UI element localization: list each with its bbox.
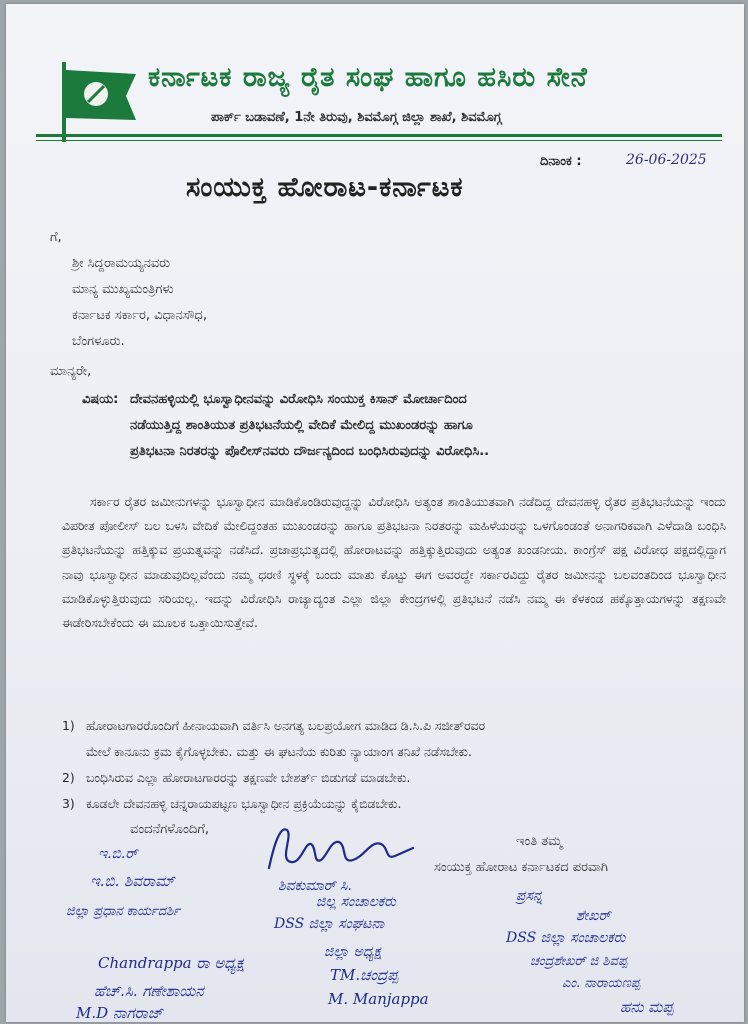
addressee-to: ಗೆ, xyxy=(50,230,62,245)
letter-page xyxy=(6,4,744,1022)
addressee-city: ಬೆಂಗಳೂರು. xyxy=(72,334,125,349)
date-label: ದಿನಾಂಕ : xyxy=(540,154,582,169)
handwritten-left-5: ಹೆಚ್.ಸಿ. ಗಣೇಶಾಯನ xyxy=(94,982,204,1000)
salutation: ಮಾನ್ಯರೇ, xyxy=(50,364,92,379)
handwritten-right-1: ಪ್ರಸನ್ನ xyxy=(516,888,543,904)
demand-3-line-1: ಕೂಡಲೇ ದೇವನಹಳ್ಳಿ ಚನ್ನರಾಯಪಟ್ಟಣ ಭೂಸ್ವಾಧೀನ ಪ್ರಕ್ರಿಯೆಯನ್ನು ಕೈಬಿಡಬೇಕು. xyxy=(86,796,402,811)
handwritten-middle-6: M. Manjappa xyxy=(328,990,429,1008)
handwritten-left-3: ಜಿಲ್ಲಾ ಪ್ರಧಾನ ಕಾರ್ಯದರ್ಶಿ xyxy=(66,904,181,919)
addressee-name: ಶ್ರೀ ಸಿದ್ದರಾಮಯ್ಯನವರು xyxy=(72,256,171,271)
closing-greeting: ವಂದನೆಗಳೊಂದಿಗೆ, xyxy=(130,822,209,837)
handwritten-middle-3: DSS ಜಿಲ್ಲಾ ಸಂಘಟನಾ xyxy=(274,916,385,932)
org-name: ಕರ್ನಾಟಕ ರಾಜ್ಯ ರೈತ ಸಂಘ ಹಾಗೂ ಹಸಿರು ಸೇನೆ xyxy=(148,62,588,93)
subject-line-1: ದೇವನಹಳ್ಳಿಯಲ್ಲಿ ಭೂಸ್ವಾಧೀನವನ್ನು ವಿರೋಧಿಸಿ ಸಂಯುಕ್ತ ಕಿಸಾನ್ ಮೋರ್ಚಾದಿಂದ xyxy=(130,392,467,407)
subject-label: ವಿಷಯ: xyxy=(82,392,119,407)
handwritten-left-2: ಇ.ಬಿ. ಶಿವರಾಮ್ xyxy=(90,872,175,890)
date-value: 26-06-2025 xyxy=(626,152,707,168)
body-paragraph: ಸರ್ಕಾರ ರೈತರ ಜಮೀನುಗಳನ್ನು ಭೂಸ್ವಾಧೀನ ಮಾಡಿಕೊಂಡಿರುವುದ್ದನ್ನು ವಿರೋಧಿಸಿ ಅತ್ಯಂತ ಶಾಂತಿಯುತವಾಗಿ ನಡೆದಿದ್ದ ದೇವನಹಳ್ಳಿ ರೈತರ ಪ್ರತಿಭಟನೆಯನ್ನು ಇಂದು ವಿಪರೀತ ಪೋಲೀಸ್ ಬಲ ಬಳಸಿ ವೇದಿಕೆ ಮೇಲಿದ್ದಂತಹ ಮುಖಂಡರನ್ನು ಹಾಗೂ ಪ್ರತಿಭಟನಾ ನಿರತರನ್ನು ಮಹಿಳೆಯರನ್ನು ಒಳಗೊಂಡಂತೆ ಅನಾಗರಿಕವಾಗಿ ಎಳೆದಾಡಿ ಬಂಧಿಸಿ ಪ್ರತಿಭಟನೆಯನ್ನು ಹತ್ತಿಕ್ಕುವ ಪ್ರಯತ್ನವನ್ನು ನಡೆಸಿದೆ. ಪ್ರಜಾಪ್ರಭುತ್ವದಲ್ಲಿ ಹೋರಾಟವನ್ನು ಹತ್ತಿಕ್ಕುತ್ತಿರುವುದು ಅತ್ಯಂತ ಖಂಡನೀಯ. ಕಾಂಗ್ರೆಸ್ ಪಕ್ಷ ವಿರೋಧ ಪಕ್ಷದಲ್ಲಿದ್ದಾಗ ನಾವು ಭೂಸ್ವಾಧೀನ ಮಾಡುವುದಿಲ್ಲವೆಂದು ನಮ್ಮ ಧರಣಿ ಸ್ಥಳಕ್ಕೆ ಬಂದು ಮಾತು ಕೊಟ್ಟು ಈಗ ಅವರದ್ದೇ ಸರ್ಕಾರವಿದ್ದು ರೈತರ ಜಮೀನನ್ನು ಬಲವಂತದಿಂದ ಭೂಸ್ವಾಧೀನ ಮಾಡಿಕೊಳ್ಳುತ್ತಿರುವುದು ಸರಿಯಲ್ಲ. ಇದನ್ನು ವಿರೋಧಿಸಿ ರಾಜ್ಯಾದ್ಯಂತ ಎಲ್ಲಾ ಜಿಲ್ಲಾ ಕೇಂದ್ರಗಳಲ್ಲಿ ಪ್ರತಿಭಟನೆ ನಡೆಸಿ ನಮ್ಮ ಈ ಕೆಳಕಂಡ ಹಕ್ಕೊತ್ತಾಯಗಳನ್ನು ತಕ್ಷಣವೇ ಈಡೇರಿಸಬೇಕೆಂದು ಈ ಮೂಲಕ ಒತ್ತಾಯಿಸುತ್ತೇವೆ. xyxy=(62,494,726,631)
handwritten-middle-4: ಜಿಲ್ಲಾ ಅಧ್ಯಕ್ಷ xyxy=(324,944,382,960)
closing-yours: ಇಂತಿ ತಮ್ಮ xyxy=(516,834,563,849)
handwritten-middle-5: TM.ಚಂದ್ರಪ್ಪ xyxy=(330,966,399,984)
handwritten-right-4: ಚಂದ್ರಶೇಖರ್ ಜಿ ಶಿವಪ್ಪ xyxy=(530,954,628,969)
demand-3-number: 3) xyxy=(62,796,75,811)
demand-2-number: 2) xyxy=(62,770,75,785)
handwritten-left-1: ಇ.ಬಿ.ರ್ xyxy=(98,846,138,862)
signature-scribble xyxy=(261,820,421,878)
addressee-office: ಕರ್ನಾಟಕ ಸರ್ಕಾರ, ವಿಧಾನಸೌಧ, xyxy=(72,308,207,323)
handwritten-right-2: ಶೇಖರ್ xyxy=(576,908,611,924)
handwritten-right-6: ಹನು ಮಪ್ಪ xyxy=(620,998,674,1016)
document-title: ಸಂಯುಕ್ತ ಹೋರಾಟ-ಕರ್ನಾಟಕ xyxy=(186,172,464,203)
demand-1-line-2: ಮೇಲೆ ಕಾನೂನು ಕ್ರಮ ಕೈಗೊಳ್ಳಬೇಕು. ಮತ್ತು ಈ ಘಟನೆಯ ಕುರಿತು ನ್ಯಾಯಾಂಗ ತನಿಖೆ ನಡೆಸಬೇಕು. xyxy=(86,744,472,759)
handwritten-right-5: ಎಂ. ನಾರಾಯಣಪ್ಪ xyxy=(562,976,641,991)
handwritten-middle-1: ಶಿವಕುಮಾರ್ ಸಿ. xyxy=(278,878,352,894)
handwritten-right-3: DSS ಜಿಲ್ಲಾ ಸಂಚಾಲಕರು xyxy=(506,930,626,946)
addressee-designation: ಮಾನ್ಯ ಮುಖ್ಯಮಂತ್ರಿಗಳು xyxy=(72,282,174,297)
handwritten-left-6: M.D ನಾಗರಾಜ್ xyxy=(76,1004,163,1022)
flag-logo-icon xyxy=(56,62,140,142)
demand-1-line-1: ಹೋರಾಟಗಾರರೊಂದಿಗೆ ಹೀನಾಯವಾಗಿ ವರ್ತಿಸಿ ಅನಗತ್ಯ ಬಲಪ್ರಯೋಗ ಮಾಡಿದ ಡಿ.ಸಿ.ಪಿ ಸಜೀತ್‌ರವರ xyxy=(86,718,486,733)
org-address: ಪಾರ್ಕ್ ಬಡಾವಣೆ, 1ನೇ ತಿರುವು, ಶಿವಮೊಗ್ಗ ಜಿಲ್ಲಾ ಶಾಖೆ, ಶಿವಮೊಗ್ಗ xyxy=(211,110,502,125)
closing-on-behalf: ಸಂಯುಕ್ತ ಹೋರಾಟ ಕರ್ನಾಟಕದ ಪರವಾಗಿ xyxy=(434,860,608,875)
header-rule-thin xyxy=(36,140,722,141)
header-rule xyxy=(36,134,722,137)
demand-1-number: 1) xyxy=(62,718,75,733)
subject-line-3: ಪ್ರತಿಭಟನಾ ನಿರತರನ್ನು ಪೊಲೀಸ್‌ನವರು ದೌರ್ಜನ್ಯದಿಂದ ಬಂಧಿಸಿರುವುದನ್ನು ವಿರೋಧಿಸಿ.. xyxy=(130,444,490,459)
handwritten-left-4: Chandrappa ರಾ ಅಧ್ಯಕ್ಷ xyxy=(98,954,245,972)
subject-line-2: ನಡೆಯುತ್ತಿದ್ದ ಶಾಂತಿಯುತ ಪ್ರತಿಭಟನೆಯಲ್ಲಿ ವೇದಿಕೆ ಮೇಲಿದ್ದ ಮುಖಂಡರನ್ನು ಹಾಗೂ xyxy=(130,418,473,433)
demand-2-line-1: ಬಂಧಿಸಿರುವ ಎಲ್ಲಾ ಹೋರಾಟಗಾರರನ್ನು ತಕ್ಷಣವೇ ಬೇಶರ್ತ್ ಬಿಡುಗಡೆ ಮಾಡಬೇಕು. xyxy=(86,770,411,785)
handwritten-middle-2: ಜಿಲ್ಲ ಸಂಚಾಲಕರು xyxy=(316,894,396,910)
